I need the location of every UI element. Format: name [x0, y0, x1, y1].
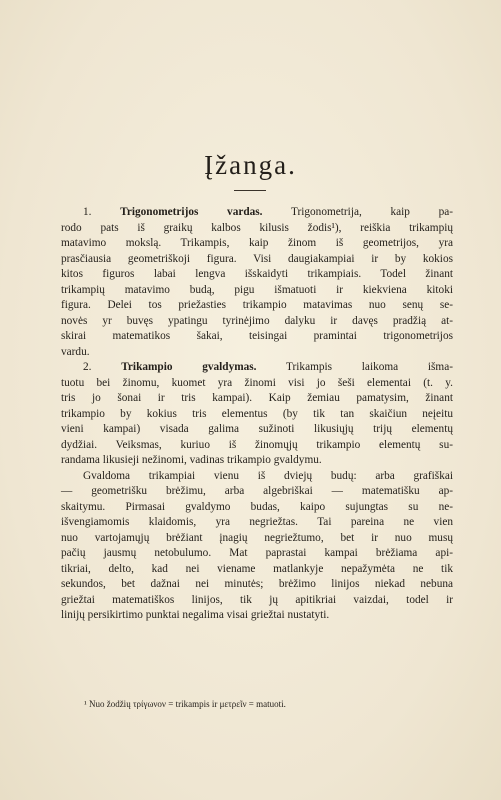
p1-line-9: vardu.: [61, 345, 90, 358]
p3-line-0: Gvaldoma trikampiai vienu iš dviejų budų: arba grafiškai: [83, 469, 453, 482]
p2-heading: Trikampio gvaldymas.: [121, 361, 257, 373]
p1-line-1: rodo pats iš graikų kalbos kilusis žodis¹), reiškia trikampių: [61, 221, 453, 234]
p3-line-7: sekundos, bet dažnai nei minutės; brėžimo linijos niekad nebuna: [61, 578, 453, 590]
p1-heading: Trigonometrijos vardas.: [120, 206, 263, 218]
p1-number: 1.: [83, 206, 92, 218]
p1-line-5: trikampių matavimo budą, pigu išmatuoti ir kiekviena kitoki: [61, 283, 453, 296]
p3-line-1: — geometrišku brėžimu, arba algebriškai — matematišku ap-: [61, 485, 453, 497]
p3-line-3: išvengiamomis klaidomis, yra negriežtas. Tai pareina ne vien: [61, 516, 453, 528]
p1-line-6: figura. Delei tos priežasties trikampio matavimas nuo senų se-: [61, 299, 453, 311]
p2-line-0: [61, 360, 453, 376]
p2-line-3: trikampio by kokius tris elementus (by tik tan skaičiun neįeitu: [61, 407, 453, 420]
p2-line-5: dydžiai. Veiksmas, kuriuo iš žinomųjų trikampio elementų su-: [61, 438, 453, 451]
p3-line-6: tikriai, delto, kad nei viename matlankyje nepažymėta ne tik: [61, 562, 453, 575]
footnote: ¹ Nuo žodžių τρίγωνον = trikampis ir μετρεῖν = matuoti.: [84, 699, 286, 709]
p2-line-6: randama likusieji nežinomi, vadinas trikampio gvaldymu.: [61, 454, 322, 466]
p2-line-2: tris jo šonai ir tris kampai). Kaip žemiau pamatysim, žinant: [61, 392, 453, 404]
p2-line-4: vieni kampai) visada galima sužinoti likusiųjų trijų elementų: [61, 423, 453, 435]
p1-line-7: novės yr buvęs ypatingu tyrinėjimo dalyku ir davęs pradžią at-: [61, 314, 453, 327]
p1-line-4: kitos figuros labai lengva išskaidyti trikampiais. Todel žinant: [61, 268, 453, 280]
p3-line-2: skaitymu. Pirmasai gvaldymo budas, kaipo sujungtas su ne-: [61, 500, 453, 513]
p1-line-0: [61, 205, 453, 221]
body-text: [61, 205, 453, 624]
p3-line-8: griežtai matematiškos linijos, tik jų apitikriai vaizdai, todel ir: [61, 593, 453, 606]
p2-line-1: tuotu bei žinomu, kuomet yra žinomi visi jo šeši elementai (t. y.: [61, 376, 453, 389]
p1-line-2: matavimo mokslą. Trikampis, kaip žinom iš geometrijos, yra: [61, 237, 453, 249]
page-title: Įžanga.: [204, 150, 297, 180]
p1-text-0: Trigonometrija, kaip pa-: [290, 206, 454, 218]
p3-line-5: pačių jausmų netobulumo. Mat paprastai kampai brėžiama api-: [61, 547, 453, 559]
p1-line-8: skirai matematikos šakai, teisingai pramintai trigonometrijos: [61, 330, 453, 342]
p3-line-9: linijų persikirtimo punktai negalima visai griežtai nustatyti.: [61, 609, 330, 621]
title-rule: [234, 190, 266, 191]
p3-line-4: nuo vartojamųjų brėžiant įnagių negriežtumo, bet ir nuo musų: [61, 531, 453, 544]
p1-line-3: prasčiausia geometriškoji figura. Visi daugiakampiai ir by kokios: [61, 252, 453, 265]
p2-number: 2.: [83, 361, 92, 373]
p2-text-0: Trikampis laikoma išma-: [286, 361, 453, 373]
